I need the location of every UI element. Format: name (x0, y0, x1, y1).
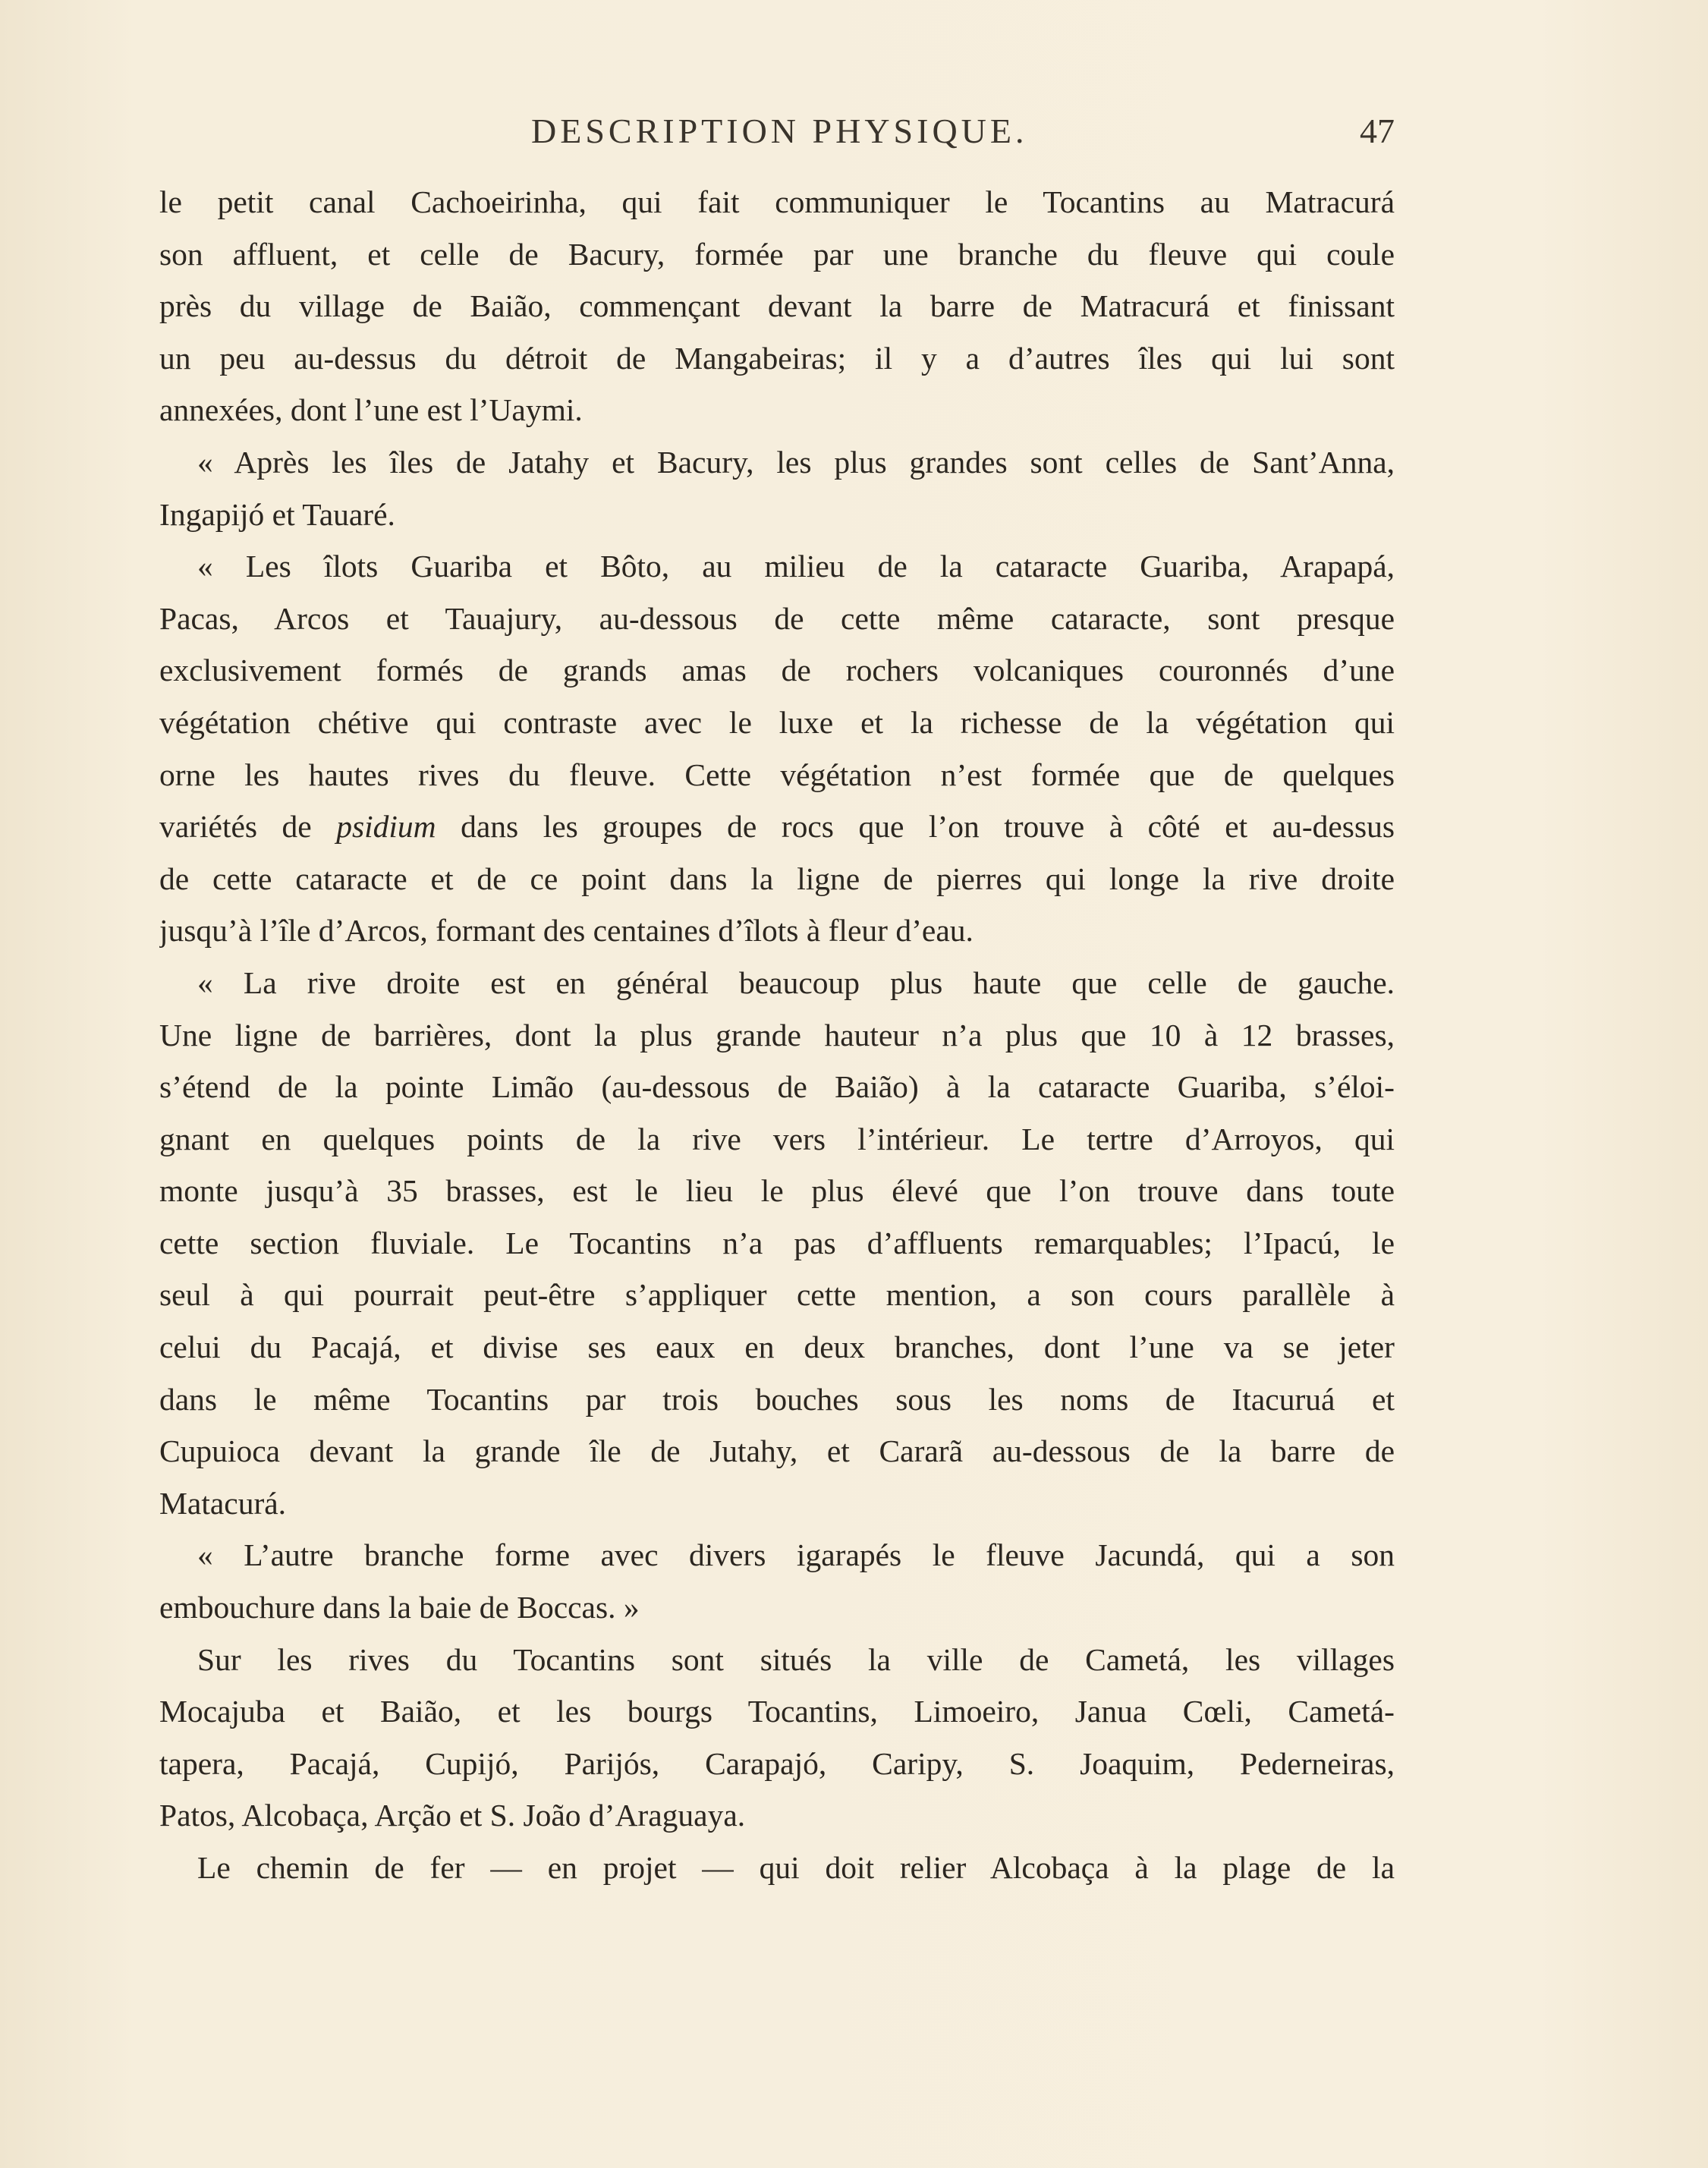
text-line: celui du Pacajá, et divise ses eaux en deux branches, dont l’une va se jeter (159, 1329, 1395, 1365)
text-line: son affluent, et celle de Bacury, formée par une branche du fleuve qui coule (159, 236, 1395, 272)
text-line: tapera, Pacajá, Cupijó, Parijós, Carapajó, Caripy, S. Joaquim, Pederneiras, (159, 1745, 1395, 1781)
text-line: monte jusqu’à 35 brasses, est le lieu le plus élevé que l’on trouve dans toute (159, 1173, 1395, 1209)
paragraph-4 (159, 957, 1395, 1530)
text-line: orne les hautes rives du fleuve. Cette végétation n’est formée que de quelques (159, 757, 1395, 792)
paragraph-5 (159, 1529, 1395, 1633)
italic-term: psidium (336, 809, 436, 845)
paragraph-1 (159, 176, 1395, 436)
text-line: Cupuioca devant la grande île de Jutahy, et Cararã au-dessous de la barre de (159, 1433, 1395, 1469)
text-line: végétation chétive qui contraste avec le luxe et la richesse de la végétation qui (159, 704, 1395, 740)
text-fragment: variétés de (159, 809, 312, 845)
text-line: près du village de Baião, commençant devant la barre de Matracurá et finissant (159, 288, 1395, 324)
page-header (159, 111, 1395, 156)
text-line: Ingapijó et Tauaré. (159, 496, 395, 532)
paragraph-3 (159, 540, 1395, 957)
text-line: Matacurá. (159, 1485, 287, 1521)
paragraph-7 (159, 1842, 1395, 1894)
text-line: embouchure dans la baie de Boccas. » (159, 1590, 640, 1625)
text-line: exclusivement formés de grands amas de rochers volcaniques couronnés d’une (159, 653, 1395, 688)
text-line: « Les îlots Guariba et Bôto, au milieu de la cataracte Guariba, Arapapá, (197, 549, 1395, 584)
text-line: le petit canal Cachoeirinha, qui fait communiquer le Tocantins au Matracurá (159, 184, 1395, 219)
text-line: « L’autre branche forme avec divers igarapés le fleuve Jacundá, qui a son (197, 1537, 1395, 1573)
text-line: gnant en quelques points de la rive vers l’intérieur. Le tertre d’Arroyos, qui (159, 1121, 1395, 1156)
text-line: un peu au-dessus du détroit de Mangabeiras; il y a d’autres îles qui lui sont (159, 340, 1395, 376)
text-fragment: dans les groupes de rocs que l’on trouve à côté et au-dessus (461, 809, 1395, 845)
text-line: « Après les îles de Jatahy et Bacury, les plus grandes sont celles de Sant’Anna, (197, 444, 1395, 480)
text-line: Pacas, Arcos et Tauajury, au-dessous de cette même cataracte, sont presque (159, 600, 1395, 636)
text-line: de cette cataracte et de ce point dans la ligne de pierres qui longe la rive droite (159, 861, 1395, 896)
text-line: Mocajuba et Baião, et les bourgs Tocantins, Limoeiro, Janua Cœli, Cametá- (159, 1694, 1395, 1729)
page-number: 47 (1360, 112, 1395, 150)
paragraph-6 (159, 1634, 1395, 1842)
text-line: seul à qui pourrait peut-être s’appliquer cette mention, a son cours parallèle à (159, 1277, 1395, 1313)
text-line: « La rive droite est en général beaucoup plus haute que celle de gauche. (197, 964, 1395, 1000)
text-line: s’étend de la pointe Limão (au-dessous de Baião) à la cataracte Guariba, s’éloi- (159, 1069, 1395, 1105)
body-text (159, 176, 1395, 1894)
text-line: annexées, dont l’une est l’Uaymi. (159, 392, 583, 428)
text-line-with-italic (159, 801, 1395, 853)
running-title: DESCRIPTION PHYSIQUE. (531, 112, 1028, 150)
text-line: Sur les rives du Tocantins sont situés la ville de Cametá, les villages (197, 1641, 1395, 1677)
text-line: Une ligne de barrières, dont la plus grande hauteur n’a plus que 10 à 12 brasses, (159, 1017, 1395, 1053)
text-line: Le chemin de fer — en projet — qui doit relier Alcobaça à la plage de la (197, 1850, 1395, 1885)
text-line: cette section fluviale. Le Tocantins n’a pas d’affluents remarquables; l’Ipacú, le (159, 1225, 1395, 1260)
text-line: Patos, Alcobaça, Arção et S. João d’Araguaya. (159, 1798, 746, 1833)
text-line: dans le même Tocantins par trois bouches sous les noms de Itacuruá et (159, 1381, 1395, 1417)
text-line: jusqu’à l’île d’Arcos, formant des centaines d’îlots à fleur d’eau. (159, 913, 974, 949)
paragraph-2 (159, 436, 1395, 540)
